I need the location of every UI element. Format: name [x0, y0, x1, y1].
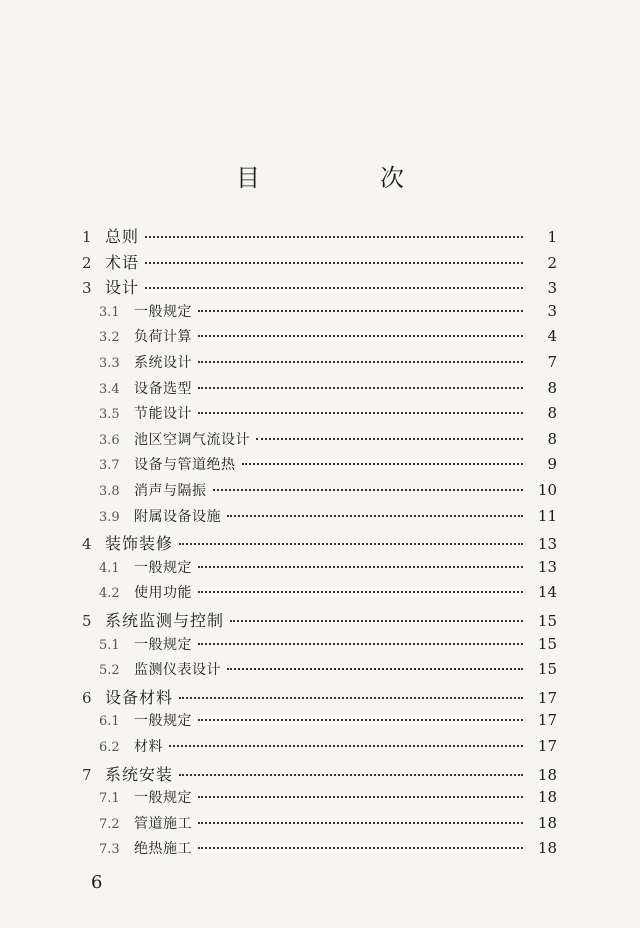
toc-entry-label: 绝热施工: [134, 841, 192, 858]
toc-entry-label: 一般规定: [134, 303, 192, 320]
toc-entry-page: 18: [537, 788, 557, 807]
toc-entry-number: 7.3: [99, 842, 120, 858]
toc-entry-number: 4.1: [99, 560, 120, 576]
toc-leader-dots: [198, 566, 523, 568]
toc-section-entry: [0, 787, 640, 811]
toc-leader-dots: [198, 796, 523, 798]
toc-section-entry: [0, 582, 640, 606]
toc-entry-page: 1: [547, 228, 557, 246]
toc-entry-number: 3: [82, 279, 92, 298]
toc-section-entry: [0, 480, 640, 504]
toc-section-entry: [0, 506, 640, 530]
toc-entry-label: 系统监测与控制: [105, 611, 225, 630]
page-number: 6: [91, 872, 103, 893]
toc-entry-page: 3: [547, 301, 557, 320]
toc-section-entry: [0, 403, 640, 427]
toc-entry-page: 10: [537, 481, 557, 499]
toc-leader-dots: [198, 412, 523, 414]
toc-leader-dots: [169, 745, 523, 747]
toc-section-entry: [0, 634, 640, 658]
toc-section-entry: [0, 378, 640, 402]
toc-leader-dots: [213, 489, 524, 491]
toc-entry-label: 设计: [105, 278, 140, 298]
toc-entry-number: 7.1: [99, 791, 120, 807]
toc-entry-number: 5.1: [99, 637, 120, 653]
toc-entry-label: 一般规定: [134, 559, 192, 576]
toc-entry-number: 3.6: [99, 432, 120, 448]
toc-entry-label: 术语: [105, 252, 140, 272]
toc-leader-dots: [179, 697, 523, 699]
toc-entry-page: 17: [537, 688, 557, 707]
toc-leader-dots: [179, 543, 523, 545]
toc-entry-number: 6.2: [99, 740, 120, 755]
toc-leader-dots: [198, 310, 523, 312]
toc-leader-dots: [198, 719, 523, 721]
toc-section-entry: [0, 352, 640, 376]
toc-chapter-entry: [0, 608, 640, 632]
toc-entry-page: 18: [537, 765, 557, 784]
toc-leader-dots: [198, 387, 523, 389]
toc-entry-page: 7: [547, 353, 557, 371]
toc-leader-dots: [179, 774, 523, 776]
toc-entry-label: 一般规定: [134, 790, 192, 807]
toc-section-entry: [0, 710, 640, 734]
toc-section-entry: [0, 301, 640, 325]
toc-entry-label: 一般规定: [134, 636, 192, 653]
toc-leader-dots: [242, 463, 524, 465]
toc-leader-dots: [227, 515, 523, 517]
toc-entry-label: 材料: [134, 739, 163, 755]
toc-entry-number: 3.5: [99, 407, 120, 423]
toc-entry-number: 7: [82, 765, 92, 784]
toc-chapter-entry: [0, 531, 640, 555]
toc-entry-number: 4.2: [99, 586, 120, 602]
toc-entry-number: 3.7: [99, 458, 120, 474]
toc-entry-label: 池区空调气流设计: [134, 431, 250, 448]
toc-entry-number: 3.8: [99, 484, 120, 499]
toc-entry-label: 系统设计: [134, 355, 192, 371]
toc-leader-dots: [145, 262, 523, 264]
toc-entry-page: 15: [537, 660, 557, 679]
toc-entry-number: 3.4: [99, 381, 120, 397]
toc-entry-label: 负荷计算: [134, 329, 192, 346]
toc-entry-page: 3: [547, 279, 557, 298]
toc-entry-number: 6: [82, 688, 92, 707]
toc-section-entry: [0, 326, 640, 350]
page-title: 目 次: [236, 164, 452, 192]
toc-entry-page: 17: [537, 711, 557, 730]
toc-entry-number: 3.3: [99, 356, 120, 371]
toc-entry-page: 4: [547, 327, 557, 346]
toc-entry-number: 1: [82, 228, 92, 246]
toc-entry-page: 8: [547, 378, 557, 397]
toc-section-entry: [0, 813, 640, 837]
toc-leader-dots: [145, 236, 523, 238]
toc-section-entry: [0, 429, 640, 453]
toc-entry-number: 6.1: [99, 714, 120, 730]
toc-entry-label: 总则: [105, 227, 140, 246]
toc-entry-label: 一般规定: [134, 713, 192, 730]
toc-entry-page: 11: [537, 506, 557, 525]
toc-entry-label: 设备材料: [105, 687, 174, 707]
toc-entry-number: 5: [82, 612, 92, 630]
toc-entry-label: 消声与隔振: [134, 483, 207, 499]
toc-entry-label: 系统安装: [105, 764, 174, 784]
toc-section-entry: [0, 659, 640, 683]
toc-entry-number: 4: [82, 535, 92, 554]
toc-entry-page: 15: [537, 612, 557, 630]
toc-leader-dots: [198, 847, 523, 849]
toc-entry-page: 2: [547, 253, 557, 272]
toc-entry-label: 附属设备设施: [134, 508, 221, 525]
toc-entry-number: 3.9: [99, 509, 120, 525]
toc-entry-number: 5.2: [99, 663, 120, 679]
toc-entry-number: 3.2: [99, 330, 120, 346]
toc-entry-page: 13: [537, 535, 557, 554]
toc-section-entry: [0, 557, 640, 581]
toc-entry-page: 14: [537, 583, 557, 602]
toc-section-entry: [0, 454, 640, 478]
toc-entry-number: 7.2: [99, 816, 120, 832]
toc-entry-label: 管道施工: [134, 815, 192, 832]
toc-entry-label: 装饰装修: [105, 534, 174, 554]
toc-entry-page: 8: [547, 429, 557, 448]
toc-leader-dots: [256, 438, 523, 440]
toc-leader-dots: [230, 620, 523, 622]
toc-entry-label: 监测仪表设计: [134, 662, 221, 679]
toc-entry-page: 9: [547, 455, 557, 474]
toc-leader-dots: [198, 591, 523, 593]
toc-leader-dots: [198, 335, 523, 337]
toc-leader-dots: [227, 668, 523, 670]
toc-entry-page: 15: [537, 634, 557, 653]
toc-section-entry: [0, 736, 640, 760]
toc-entry-page: 18: [537, 839, 557, 858]
toc-entry-label: 使用功能: [134, 585, 192, 602]
toc-chapter-entry: [0, 224, 640, 248]
toc-entry-number: 3.1: [99, 304, 120, 320]
toc-leader-dots: [198, 361, 523, 363]
toc-chapter-entry: [0, 275, 640, 299]
toc-chapter-entry: [0, 762, 640, 786]
toc-entry-page: 18: [537, 813, 557, 832]
toc-chapter-entry: [0, 250, 640, 274]
toc-chapter-entry: [0, 685, 640, 709]
toc-entry-label: 设备与管道绝热: [134, 457, 236, 474]
toc-section-entry: [0, 838, 640, 862]
toc-leader-dots: [198, 643, 523, 645]
toc-entry-number: 2: [82, 253, 92, 272]
toc-leader-dots: [198, 822, 523, 824]
toc-entry-label: 设备选型: [134, 380, 192, 397]
toc-leader-dots: [145, 287, 523, 289]
toc-entry-page: 8: [547, 404, 557, 423]
toc-entry-page: 13: [537, 557, 557, 576]
toc-entry-page: 17: [537, 737, 557, 755]
toc-entry-label: 节能设计: [134, 406, 192, 423]
